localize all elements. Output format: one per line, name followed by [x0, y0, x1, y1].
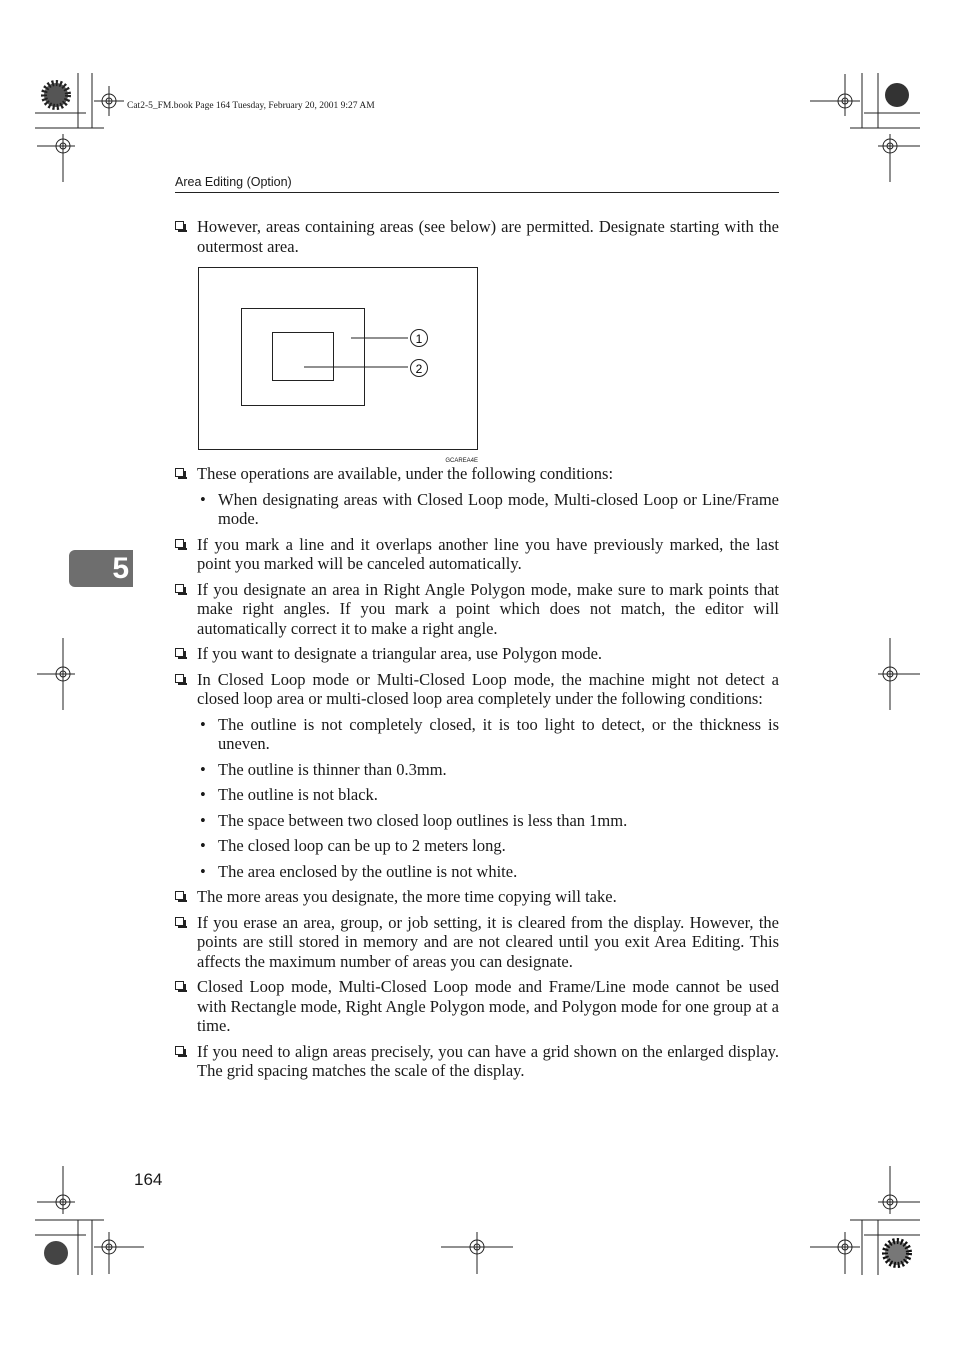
- sub-item-text: When designating areas with Closed Loop mode, Multi-closed Loop or Line/Frame mode.: [218, 489, 779, 528]
- sub-item-text: The outline is not black.: [218, 785, 378, 804]
- sub-list-item: [175, 862, 779, 882]
- checkbox-bullet-icon: [175, 674, 184, 683]
- outer-area: [242, 309, 365, 406]
- sub-list-item: [175, 785, 779, 805]
- item-text: These operations are available, under the following conditions:: [197, 464, 614, 483]
- item-text: If you erase an area, group, or job setting, it is cleared from the display. However, the points are still stored in memory and are not cleared until you exit Area Editing. This affects the maximum number of areas you can designate.: [197, 912, 779, 971]
- item-text: However, areas containing areas (see below) are permitted. Designate starting with the outermost area.: [197, 217, 779, 256]
- item-text: If you need to align areas precisely, you can have a grid shown on the enlarged display. The grid spacing matches the scale of the display.: [197, 1041, 779, 1080]
- bullet-icon: •: [200, 810, 206, 830]
- list-item: [175, 887, 779, 907]
- sub-item-text: The outline is not completely closed, it is too light to detect, or the thickness is uneven.: [218, 714, 779, 753]
- sub-list-item: [175, 490, 779, 529]
- item-text: If you want to designate a triangular area, use Polygon mode.: [197, 644, 603, 663]
- list-item: [175, 977, 779, 1036]
- checkbox-bullet-icon: [175, 648, 184, 657]
- chapter-tab: [69, 550, 133, 587]
- bullet-icon: •: [200, 759, 206, 779]
- list-item: [175, 535, 779, 574]
- list-item: [175, 644, 779, 664]
- bullet-icon: •: [200, 785, 206, 804]
- item-text: If you mark a line and it overlaps another line you have previously marked, the last point you marked will be canceled automatically.: [197, 534, 779, 573]
- list-item: [175, 217, 779, 256]
- checkbox-bullet-icon: [175, 981, 184, 990]
- checkbox-bullet-icon: [175, 917, 184, 926]
- nested-areas-figure: [198, 267, 478, 464]
- bullet-icon: •: [200, 861, 206, 881]
- sub-item-text: The area enclosed by the outline is not white.: [218, 861, 518, 881]
- list-item: [175, 670, 779, 709]
- sub-item-text: The outline is thinner than 0.3mm.: [218, 759, 447, 779]
- main-content: [175, 217, 779, 1087]
- item-text: The more areas you designate, the more time copying will take.: [197, 887, 617, 906]
- callout-label-2: 2: [415, 362, 423, 376]
- sub-list-item: [175, 811, 779, 831]
- sub-list-item: [175, 760, 779, 780]
- callout-label-1: 1: [415, 332, 423, 346]
- bullet-icon: •: [200, 836, 206, 855]
- checkbox-bullet-icon: [175, 221, 184, 230]
- checkbox-bullet-icon: [175, 1046, 184, 1055]
- sub-item-text: The space between two closed loop outlines is less than 1mm.: [218, 810, 628, 830]
- chapter-number: 5: [112, 552, 129, 585]
- item-text: If you designate an area in Right Angle Polygon mode, make sure to mark points that make right angles. If you mark a point which does not match, the editor will automatically correct it to make a right angle.: [197, 579, 779, 638]
- bullet-icon: •: [200, 489, 206, 509]
- inner-area: [273, 333, 334, 381]
- item-text: In Closed Loop mode or Multi-Closed Loop mode, the machine might not detect a closed loop area or multi-closed loop area completely under the following conditions:: [197, 669, 779, 708]
- checkbox-bullet-icon: [175, 891, 184, 900]
- checkbox-bullet-icon: [175, 468, 184, 477]
- figure-code: GCAREA4E: [445, 458, 478, 464]
- nested-areas-diagram: [198, 267, 480, 467]
- sub-list-item: [175, 715, 779, 754]
- section-title: Area Editing (Option): [175, 175, 292, 189]
- list-item: [175, 913, 779, 972]
- list-item: [175, 464, 779, 484]
- list-item: [175, 580, 779, 639]
- checkbox-bullet-icon: [175, 539, 184, 548]
- sub-list-item: [175, 836, 779, 856]
- book-info-line: Cat2-5_FM.book Page 164 Tuesday, February 20, 2001 9:27 AM: [127, 101, 375, 111]
- page-number: 164: [134, 1170, 163, 1189]
- header-rule: [175, 192, 779, 193]
- list-item: [175, 1042, 779, 1081]
- checkbox-bullet-icon: [175, 584, 184, 593]
- sub-item-text: The closed loop can be up to 2 meters long.: [218, 836, 506, 855]
- bullet-icon: •: [200, 714, 206, 734]
- item-text: Closed Loop mode, Multi-Closed Loop mode and Frame/Line mode cannot be used with Rectangle mode, Right Angle Polygon mode, and Polygon mode for one group at a time.: [197, 977, 779, 1035]
